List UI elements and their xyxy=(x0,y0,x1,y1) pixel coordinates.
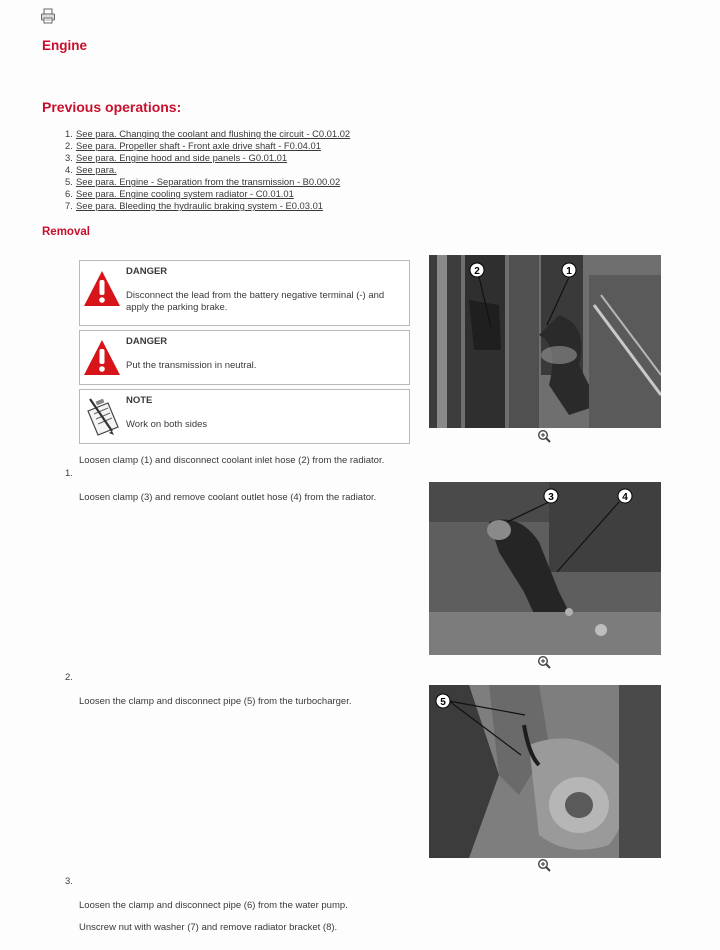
note-notice xyxy=(79,389,410,444)
danger-notice xyxy=(79,260,410,326)
danger-warning-icon xyxy=(82,264,122,312)
step-text: Loosen clamp (1) and disconnect coolant inlet hose (2) from the radiator. xyxy=(79,455,385,466)
callout-2: 2 xyxy=(474,266,480,277)
notice-type: NOTE xyxy=(126,395,153,406)
page-title: Engine xyxy=(42,38,88,53)
list-item: 5. See para. Engine - Separation from the transmission - B0.00.02 xyxy=(65,176,341,187)
danger-notice xyxy=(79,330,410,385)
previous-operations-heading: Previous operations: xyxy=(42,99,182,115)
notice-type: DANGER xyxy=(126,336,168,347)
list-item: 7. See para. Bleeding the hydraulic braking system - E0.03.01 xyxy=(65,200,324,211)
zoom-in-icon[interactable] xyxy=(537,858,551,872)
operation-link[interactable]: See para. Propeller shaft - Front axle drive shaft - F0.04.01 xyxy=(76,140,321,151)
notice-text: Disconnect the lead from the battery negative terminal (-) and apply the parking brake. xyxy=(126,290,385,313)
callout-4: 4 xyxy=(622,492,628,503)
operation-link[interactable]: See para. Bleeding the hydraulic braking system - E0.03.01 xyxy=(76,200,324,211)
operation-link[interactable]: See para. Engine - Separation from the transmission - B0.00.02 xyxy=(76,176,341,187)
step-number: 1. xyxy=(65,468,73,479)
operation-link[interactable]: See para. Engine hood and side panels - G0.01.01 xyxy=(76,152,288,163)
printer-icon[interactable] xyxy=(40,8,56,24)
list-item: 6. See para. Engine cooling system radiator - C0.01.01 xyxy=(65,188,294,199)
callout-3: 3 xyxy=(548,492,554,503)
step-text: Loosen clamp (3) and remove coolant outlet hose (4) from the radiator. xyxy=(79,492,377,503)
step-text: Loosen the clamp and disconnect pipe (6) from the water pump. xyxy=(79,900,348,911)
operation-link[interactable]: See para. xyxy=(76,164,117,175)
operation-link[interactable]: See para. Changing the coolant and flushing the circuit - C0.01.02 xyxy=(76,128,351,139)
removal-heading: Removal xyxy=(42,226,90,238)
operation-link[interactable]: See para. Engine cooling system radiator - C0.01.01 xyxy=(76,188,294,199)
notice-type: DANGER xyxy=(126,266,168,277)
callout-1: 1 xyxy=(566,266,572,277)
danger-warning-icon xyxy=(82,333,122,381)
step-number: 3. xyxy=(65,876,73,887)
radiator-outlet-hose-photo xyxy=(429,482,661,655)
list-item: 3. See para. Engine hood and side panels - G0.01.01 xyxy=(65,152,288,163)
notice-text: Work on both sides xyxy=(126,419,208,430)
callout-5: 5 xyxy=(440,697,446,708)
step-text: Unscrew nut with washer (7) and remove radiator bracket (8). xyxy=(79,922,338,933)
step-text: Loosen the clamp and disconnect pipe (5) from the turbocharger. xyxy=(79,696,352,707)
step-number: 2. xyxy=(65,672,73,683)
turbocharger-pipe-photo xyxy=(429,685,661,858)
list-item: 4. See para. xyxy=(65,164,117,175)
note-clipboard-icon xyxy=(82,393,122,441)
list-item: 1. See para. Changing the coolant and flushing the circuit - C0.01.02 xyxy=(65,128,351,139)
list-item: 2. See para. Propeller shaft - Front axle drive shaft - F0.04.01 xyxy=(65,140,321,151)
previous-operations-list xyxy=(65,128,350,212)
zoom-in-icon[interactable] xyxy=(537,429,551,443)
radiator-inlet-hose-photo xyxy=(429,255,661,428)
zoom-in-icon[interactable] xyxy=(537,655,551,669)
notice-text: Put the transmission in neutral. xyxy=(126,360,257,371)
